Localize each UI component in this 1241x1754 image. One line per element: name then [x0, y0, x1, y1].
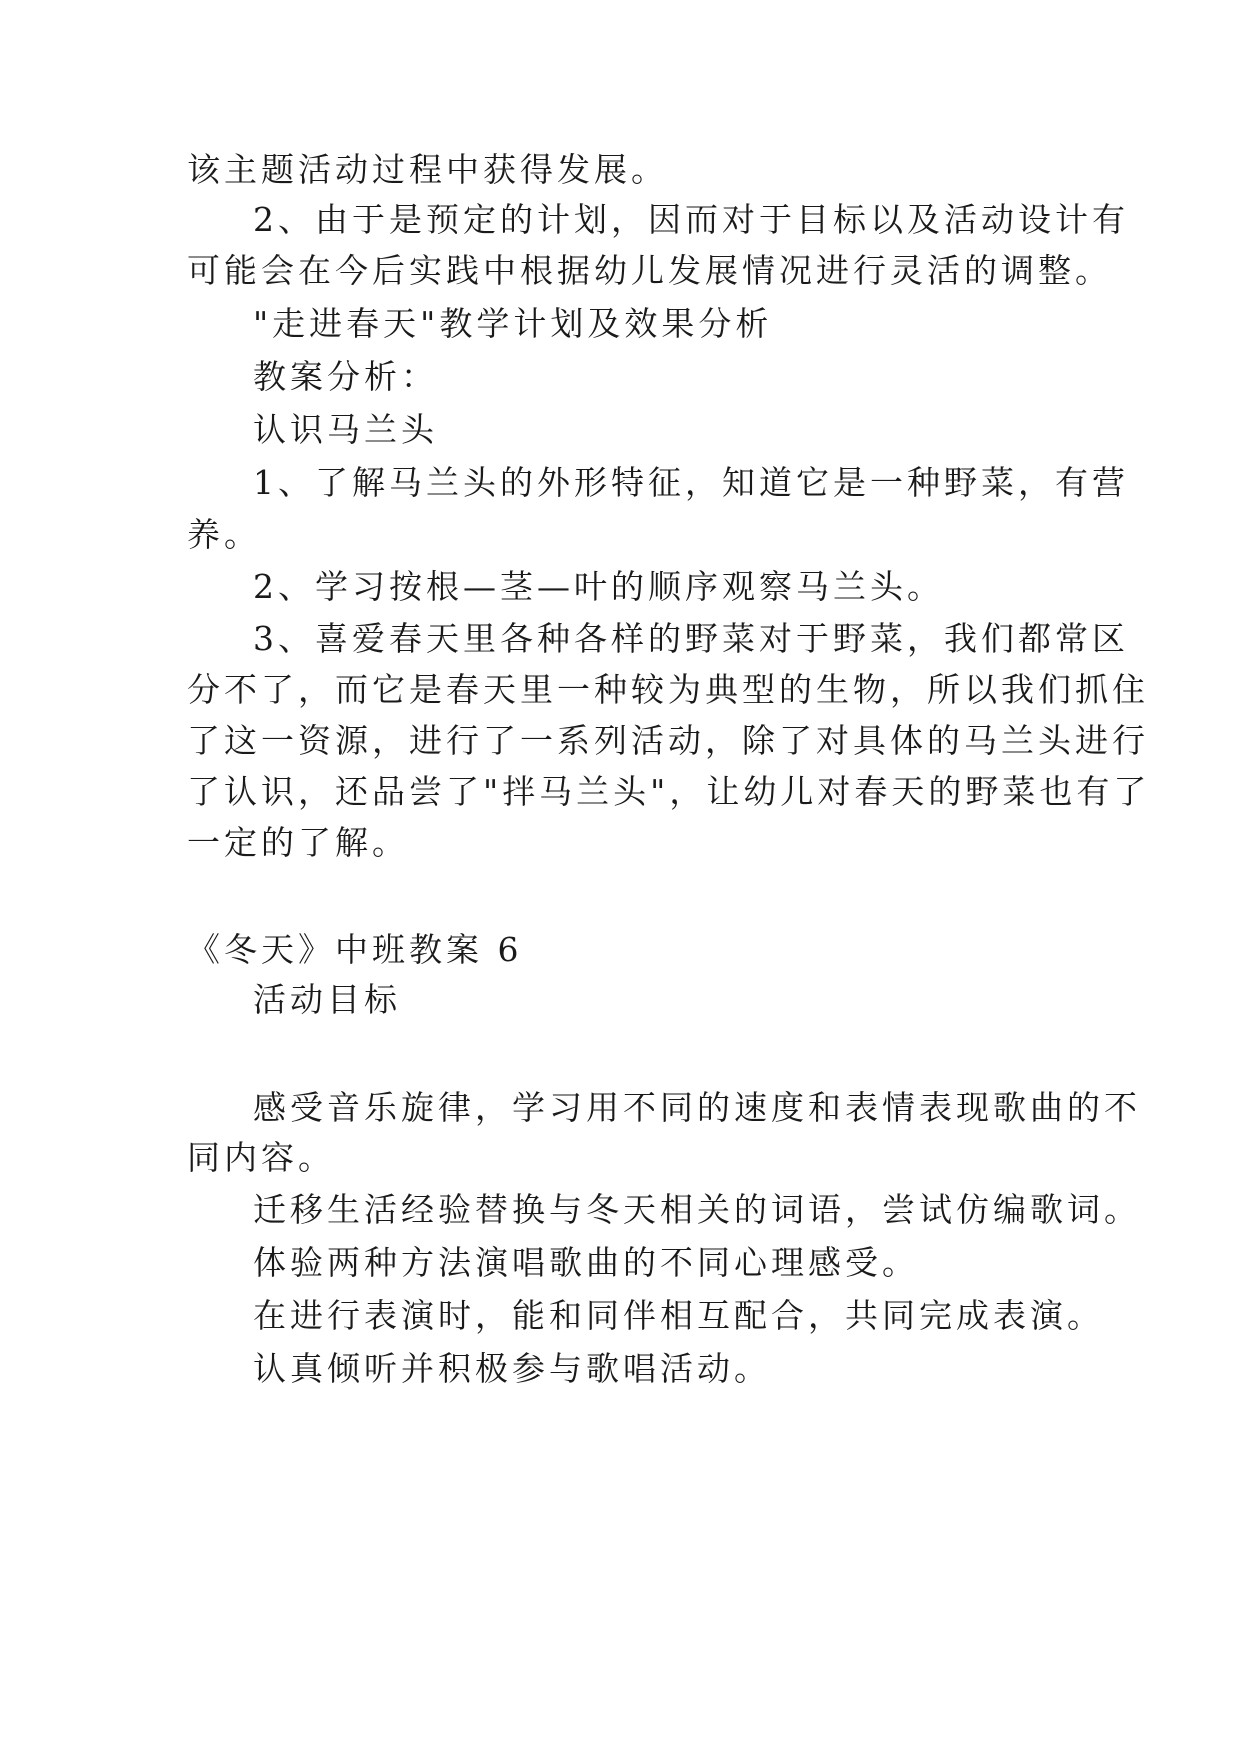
text-line: 该主题活动过程中获得发展。	[187, 150, 668, 189]
section-heading: 《冬天》中班教案 6	[187, 930, 523, 969]
section-heading: "走进春天"教学计划及效果分析	[253, 304, 773, 343]
text-line: 1、了解马兰头的外形特征，知道它是一种野菜，有营	[253, 463, 1129, 502]
text-line: 在进行表演时，能和同伴相互配合，共同完成表演。	[253, 1296, 1104, 1335]
text-line: 活动目标	[253, 980, 401, 1019]
text-line: 2、学习按根—茎—叶的顺序观察马兰头。	[253, 567, 944, 606]
text-line: 分不了，而它是春天里一种较为典型的生物，所以我们抓住	[187, 670, 1149, 709]
text-line: 养。	[187, 515, 261, 554]
text-line: 了认识，还品尝了"拌马兰头"，让幼儿对春天的野菜也有了	[187, 772, 1151, 811]
text-line: 2、由于是预定的计划，因而对于目标以及活动设计有	[253, 200, 1129, 239]
text-line: 教案分析：	[253, 357, 438, 396]
text-line: 可能会在今后实践中根据幼儿发展情况进行灵活的调整。	[187, 251, 1112, 290]
text-line: 一定的了解。	[187, 823, 409, 862]
text-line: 体验两种方法演唱歌曲的不同心理感受。	[253, 1243, 919, 1282]
text-line: 感受音乐旋律，学习用不同的速度和表情表现歌曲的不	[253, 1088, 1141, 1127]
text-line: 迁移生活经验替换与冬天相关的词语，尝试仿编歌词。	[253, 1190, 1141, 1229]
text-line: 了这一资源，进行了一系列活动，除了对具体的马兰头进行	[187, 721, 1149, 760]
text-line: 同内容。	[187, 1138, 335, 1177]
text-line: 3、喜爱春天里各种各样的野菜对于野菜，我们都常区	[253, 619, 1129, 658]
text-line: 认真倾听并积极参与歌唱活动。	[253, 1349, 771, 1388]
text-line: 认识马兰头	[253, 410, 438, 449]
